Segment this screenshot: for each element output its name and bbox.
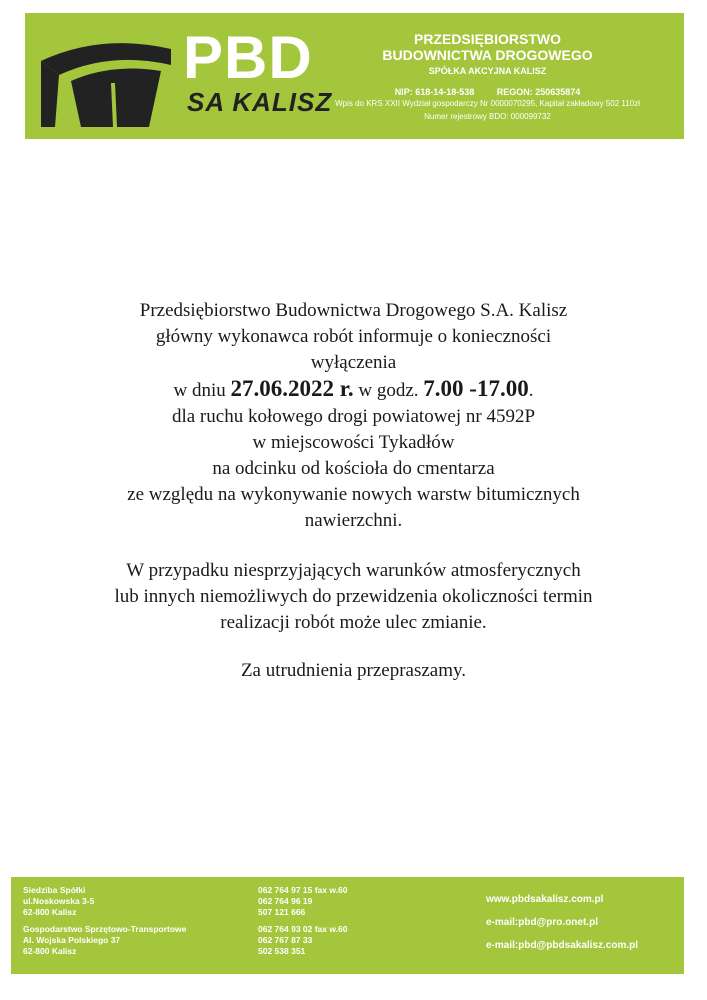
hq-phone: 507 121 666 xyxy=(258,907,306,917)
depot-phone: 502 538 351 xyxy=(258,946,306,956)
website-link[interactable]: www.pbdsakalisz.com.pl xyxy=(486,894,604,905)
footer-addresses xyxy=(23,885,186,957)
nip: NIP: 618-14-18-538 xyxy=(394,87,475,97)
closure-date: 27.06.2022 r. xyxy=(230,376,354,401)
hq-city: 62-800 Kalisz xyxy=(23,907,77,917)
notice-line: Przedsiębiorstwo Budownictwa Drogowego S.A. Kalisz xyxy=(139,300,568,321)
notice-line: główny wykonawca robót informuje o konieczności xyxy=(155,326,552,347)
notice-line: nawierzchni. xyxy=(304,510,403,531)
hq-label: Siedziba Spółki xyxy=(23,885,86,895)
hq-phone: 062 764 96 19 xyxy=(258,896,313,906)
closure-time: 7.00 -17.00 xyxy=(423,376,529,401)
notice-line: dla ruchu kołowego drogi powiatowej nr 4592P xyxy=(171,406,536,427)
tax-ids xyxy=(305,86,670,98)
time-prefix: w godz. xyxy=(353,380,424,401)
depot-city: 62-800 Kalisz xyxy=(23,946,77,956)
road-logo-icon xyxy=(41,31,171,127)
depot-phone: 062 767 87 33 xyxy=(258,935,313,945)
depot-label: Gospodarstwo Sprzętowo-Transportowe xyxy=(23,924,187,934)
bdo-registry: Numer rejestrowy BDO: 000099732 xyxy=(424,112,551,121)
depot-street: Al. Wojska Polskiego 37 xyxy=(23,935,121,945)
notice-date-line xyxy=(60,376,647,404)
company-name-line2: BUDOWNICTWA DROGOWEGO xyxy=(382,47,593,63)
notice-line: na odcinku od kościoła do cmentarza xyxy=(212,458,495,479)
logo-text: PBD xyxy=(183,24,313,91)
notice-body xyxy=(60,298,647,684)
krs-registration: Wpis do KRS XXII Wydział gospodarczy Nr 0000070295, Kapitał zakładowy 502 110zł xyxy=(335,99,640,108)
letterhead xyxy=(25,13,684,139)
weather-note-line: lub innych niemożliwych do przewidzenia okoliczności termin xyxy=(114,586,593,607)
date-prefix: w dniu xyxy=(173,380,231,401)
notice-line: wyłączenia xyxy=(310,352,397,373)
email-link[interactable]: e-mail:pbd@pbdsakalisz.com.pl xyxy=(486,940,639,951)
logo-subtext: SA KALISZ xyxy=(187,87,333,117)
footer xyxy=(11,877,684,974)
closing-apology: Za utrudnienia przepraszamy. xyxy=(240,660,467,681)
depot-phone: 062 764 93 02 fax w.60 xyxy=(258,924,348,934)
notice-line: w miejscowości Tykadłów xyxy=(252,432,455,453)
weather-note-line: W przypadku niesprzyjających warunków atmosferycznych xyxy=(126,560,581,581)
footer-contacts xyxy=(486,893,638,962)
notice-line: ze względu na wykonywanie nowych warstw bitumicznych xyxy=(127,484,580,505)
company-name-line1: PRZEDSIĘBIORSTWO xyxy=(413,31,561,47)
company-info xyxy=(305,31,670,124)
weather-note-line: realizacji robót może ulec zmianie. xyxy=(220,612,487,633)
regon: REGON: 250635874 xyxy=(496,87,581,97)
company-form: SPÓŁKA AKCYJNA KALISZ xyxy=(428,66,547,76)
time-suffix: . xyxy=(528,380,534,401)
footer-phones xyxy=(258,885,347,957)
hq-street: ul.Noskowska 3-5 xyxy=(23,896,95,906)
hq-phone: 062 764 97 15 fax w.60 xyxy=(258,885,348,895)
email-link[interactable]: e-mail:pbd@pro.onet.pl xyxy=(486,917,598,928)
